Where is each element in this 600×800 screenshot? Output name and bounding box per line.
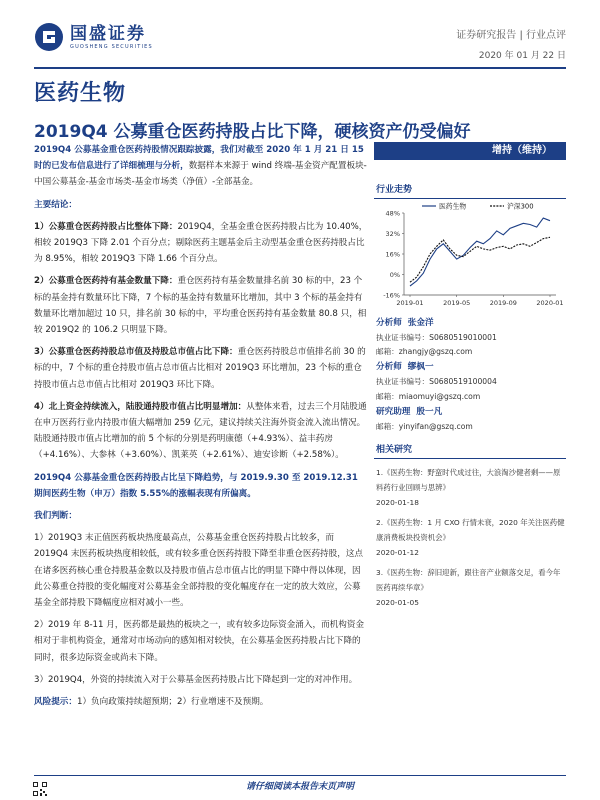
intro-normal: 数据样本来源于 wind 终端-基金资产配置板块-中国公募基金-基金市场类-基金市场类（净值）-全部基金。 [34,161,367,188]
conclusion-2-text: 重仓医药持有基金数量排名前 30 标的中，23 个标的基金持有数量环比下降，7 个标的基金持有数量环比增加，其中 3 个标的基金持有数量环比增加超过 10 只，排名前 30 标的中，平均重仓医药持有基金数量 80.8 只，相较 2019Q2 的 106.2 只明显下降。 [34,276,367,336]
risk-text: 1）负向政策持续超预期；2）行业增速不及预期。 [76,697,269,708]
report-date: 2020 年 01 月 22 日 [478,51,566,61]
analyst-2-email-label: 邮箱： [376,391,399,401]
risk-label: 风险提示： [34,697,77,708]
y-tick-label: -16% [383,291,400,300]
analyst-1-license-label: 执业证书编号： [376,333,430,342]
report-type: 证券研究报告 | 行业点评 [456,30,566,41]
main-conclusions-heading: 主要结论： [34,199,77,210]
related-item-1-date: 2020-01-18 [376,498,419,508]
related-research-heading: 相关研究 [374,440,566,459]
analyst-1-license: S0680519010001 [429,333,497,342]
analyst-1-email[interactable]: zhangjy@gszq.com [398,347,473,357]
analyst-1-role: 分析师 [376,318,402,328]
y-tick-label: 0% [389,271,400,279]
related-item-2-date: 2020-01-12 [376,548,419,558]
conclusion-1-text: 2019Q4，全基金重仓医药持股占比为 10.40%，相较 2019Q3 下降 2.01 个百分点；剔除医药主题基金后主动型基金重仓医药持股占比为 8.95%，相较 2019Q3 下降 1.66 个百分点。 [34,221,368,265]
conclusion-2-bold: 2）公募重仓医药持有基金数量下降： [34,276,178,287]
x-tick-label: 2019-05 [443,299,471,307]
rating-badge: 增持（维持） [374,142,566,160]
conclusion-2 [34,273,368,338]
summary-statement: 2019Q4 公募基金重仓医药持股占比呈下降趋势，与 2019.9.30 至 2019.12.31 期间医药生物（申万）指数 5.55%的涨幅表现有所偏离。 [34,472,358,499]
conclusion-1 [34,219,368,268]
y-tick-label: 16% [385,250,400,259]
related-research-list [374,465,566,610]
report-title: 2019Q4 公募重仓医药持股占比下降，硬核资产仍受偏好 [34,122,471,142]
sector-name: 医药生物 [34,81,127,106]
analyst-1-name: 张金洋 [407,318,434,328]
analyst-3-email[interactable]: yinyifan@gszq.com [398,421,473,431]
related-item-1-title[interactable]: 1.《医药生物：野蛮时代成过往，大浪淘沙健者剩——原料药行业回顾与思辨》 [376,468,561,493]
header-divider [34,67,566,69]
analyst-2-name: 缪枫一 [407,362,434,373]
analyst-3-name: 殷一凡 [416,406,443,417]
analyst-3-email-label: 邮箱： [376,421,399,431]
footer-divider [34,775,566,776]
industry-trend-chart [374,199,566,311]
view-3: 3）2019Q4，外资的持续流入对于公募基金医药持股占比下降起到一定的对冲作用。 [34,674,358,685]
intro-bold: 2019Q4 公募基金重仓医药持股情况跟踪披露，我们对截至 2020 年 1 月 21 日 15 时的已发布信息进行了详细梳理与分析， [34,145,364,172]
company-logo [34,22,153,52]
view-1: 1）2019Q3 末正值医药板块热度最高点，公募基金重仓医药持股占比较多，而 2019Q4 末医药板块热度相较低，或有较多重仓医药持股下降至非重仓医药持股，这点在诸多医药核心重仓持股基金数以及持股市值占总市值占比的明显下降中得以体现，因此公募重仓持股的变化幅度对公募基金全部持股的变化幅度存在一定的放大效应，公募基金全部持股下降幅度应相对减小一些。 [34,533,364,609]
conclusion-4-text: 从整体来看，过去三个月陆股通在申万医药行业内持股市值大幅增加 259 亿元，建议持续关注海外资金流入流出情况。陆股通持股市值占比增加的前 5 个标的分别是药明康德（+4.93%）、益丰药房（+4.16%）、大参林（+3.60%）、凯莱英（+2.61%）、迪安诊断（+2.58%）。 [34,401,367,461]
analyst-2-email[interactable]: miaomuyi@gszq.com [398,391,481,401]
our-view-heading: 我们判断： [34,511,77,522]
company-name-en: GUOSHENG SECURITIES [70,43,153,50]
risk-warning [34,694,368,710]
y-tick-label: 48% [385,209,400,218]
guosheng-logo-icon [34,22,64,52]
conclusion-3 [34,344,368,393]
legend-label-2: 沪深300 [507,202,534,211]
legend-label-1: 医药生物 [439,202,467,211]
conclusion-3-text: 重仓医药持股总市值排名前 30 的标的中，7 个标的重仓持股市值占总市值占比相对 2019Q3 环比增加，23 个标的重仓持股市值占总市值占比相对 2019Q3 环比下降。 [34,347,366,390]
related-item-3-date: 2020-01-05 [376,598,419,608]
y-tick-label: 32% [385,230,400,238]
analyst-1-email-label: 邮箱： [376,347,399,357]
analyst-2 [374,359,566,403]
analyst-1 [374,315,566,359]
report-header [0,0,600,70]
analyst-3-role: 研究助理 [376,406,411,417]
conclusion-4 [34,399,368,464]
series-line-2 [410,237,550,282]
related-item-3-title[interactable]: 3.《医药生物：辞旧迎新，跟往音产业额落交足，看今年医药再续华章》 [376,568,561,593]
related-item-2-title[interactable]: 2.《医药生物：1 月 CXO 行情未衰，2020 年关注医药健康消费板块投资机会》 [376,518,565,543]
trend-chart-svg [374,199,566,311]
analyst-2-license-label: 执业证书编号： [376,377,430,387]
x-tick-label: 2019-01 [396,299,424,307]
industry-trend-heading: 行业走势 [374,180,566,199]
footer-disclaimer: 请仔细阅读本报告末页声明 [245,782,354,792]
view-2: 2）2019 年 8-11 月，医药都是最热的板块之一，或有较多边际资金涌入，而机构资金相对于非机构资金，通常对市场动向的感知相对较快，在公募基金医药持股占比下降的同时，很多边际资金或尚未下降。 [34,620,365,663]
main-column [34,142,368,716]
analyst-2-role: 分析师 [376,362,402,373]
intro-paragraph [34,142,368,191]
company-name-cn: 国盛证券 [70,23,146,44]
conclusion-4-bold: 4）北上资金持续流入，陆股通持股市值占比明显增加： [34,401,247,412]
analyst-2-license: S0680519100004 [429,377,497,387]
conclusion-3-bold: 3）公募重仓医药持股总市值及持股总市值占比下降： [34,347,238,358]
side-column [374,142,566,615]
series-line-1 [410,218,550,286]
x-tick-label: 2019-09 [489,299,517,307]
analyst-3 [374,404,566,434]
x-tick-label: 2020-01 [536,299,564,307]
conclusion-1-bold: 1）公募重仓医药持股占比整体下降： [34,221,178,232]
